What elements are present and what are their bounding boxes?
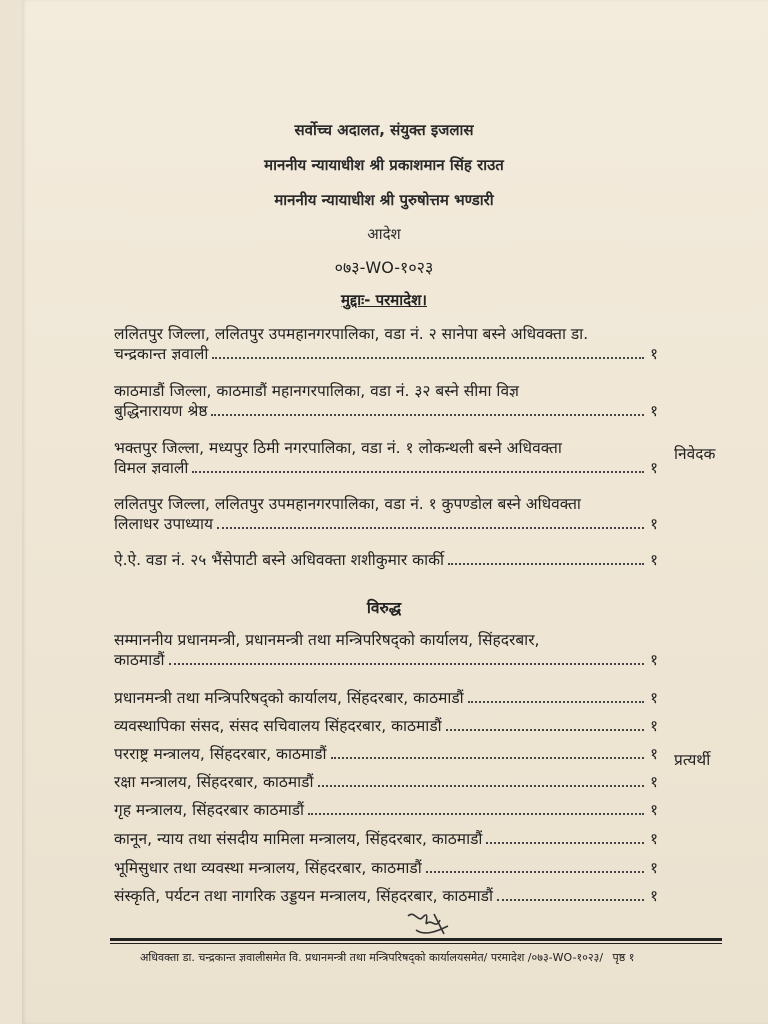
respondent-name: कानून, न्याय तथा संसदीय मामिला मन्त्रालय, सिंहदरबार, काठमाडौं xyxy=(114,830,483,848)
initials-signature xyxy=(404,908,452,938)
respondent-name: रक्षा मन्त्रालय, सिंहदरबार, काठमाडौं xyxy=(114,773,314,791)
respondent-count: १ xyxy=(649,745,658,763)
respondent-name: परराष्ट्र मन्त्रालय, सिंहदरबार, काठमाडौं xyxy=(114,745,327,763)
respondent-entry xyxy=(114,630,658,670)
court-name: सर्वोच्च अदालत, संयुक्त इजलास xyxy=(294,121,474,139)
petitioner-count: १ xyxy=(649,551,658,569)
respondent-count: १ xyxy=(649,773,658,791)
petitioner-name: बुद्धिनारायण श्रेष्ठ xyxy=(114,402,208,420)
issue-line xyxy=(0,290,768,310)
judge-2: माननीय न्यायाधीश श्री पुरुषोत्तम भण्डारी xyxy=(274,191,494,209)
respondent-count: १ xyxy=(649,801,658,819)
case-number: ०७३-WO-१०२३ xyxy=(334,258,434,277)
footer-rule-thick xyxy=(110,938,722,941)
respondent-count: १ xyxy=(649,830,658,848)
respondent-entry xyxy=(114,886,658,906)
respondent-name: भूमिसुधार तथा व्यवस्था मन्त्रालय, सिंहदरबार, काठमाडौं xyxy=(114,859,422,877)
petitioner-line1: ललितपुर जिल्ला, ललितपुर उपमहानगरपालिका, वडा नं. २ सानेपा बस्ने अधिवक्ता डा. xyxy=(114,325,589,343)
petitioner-name: विमल ज्ञवाली xyxy=(114,459,189,477)
petitioner-entry xyxy=(114,381,658,421)
petitioner-line1: भक्तपुर जिल्ला, मध्यपुर ठिमी नगरपालिका, वडा नं. १ लोकन्थली बस्ने अधिवक्ता xyxy=(114,439,562,457)
petitioner-count: १ xyxy=(649,515,658,533)
respondent-role: प्रत्यर्थी xyxy=(674,751,711,769)
judge-1: माननीय न्यायाधीश श्री प्रकाशमान सिंह राउत xyxy=(264,156,504,174)
footer-rule-thin xyxy=(110,943,722,944)
footer xyxy=(140,950,740,965)
respondent-entry xyxy=(114,829,658,849)
respondent-line1: सम्माननीय प्रधानमन्त्री, प्रधानमन्त्री तथा मन्त्रिपरिषद्को कार्यालय, सिंहदरबार, xyxy=(114,631,540,649)
respondent-name: प्रधानमन्त्री तथा मन्त्रिपरिषद्को कार्यालय, सिंहदरबार, काठमाडौं xyxy=(114,689,464,707)
order-title: आदेश xyxy=(367,225,401,243)
respondent-name: व्यवस्थापिका संसद, संसद सचिवालय सिंहदरबार, काठमाडौं xyxy=(114,717,442,735)
petitioner-count: १ xyxy=(649,459,658,477)
petitioner-role: निवेदक xyxy=(674,445,716,463)
respondent-count: १ xyxy=(649,689,658,707)
respondent-count: १ xyxy=(649,859,658,877)
respondent-name: संस्कृति, पर्यटन तथा नागरिक उड्डयन मन्त्रालय, सिंहदरबार, काठमाडौं xyxy=(114,887,493,905)
petitioner-count: १ xyxy=(649,345,658,363)
respondent-name: गृह मन्त्रालय, सिंहदरबार काठमाडौं xyxy=(114,801,305,819)
respondent-count: १ xyxy=(649,717,658,735)
petitioner-entry xyxy=(114,324,658,364)
respondent-entry xyxy=(114,858,658,878)
footer-text: अधिवक्ता डा. चन्द्रकान्त ज्ञवालीसमेत वि. प्रधानमन्त्री तथा मन्त्रिपरिषद्को कार्यालयसमेत/ परमादेश /०७३-WO-१०२३/ xyxy=(140,951,604,964)
respondent-name: काठमाडौं xyxy=(114,651,165,669)
petitioner-entry xyxy=(114,494,658,534)
respondent-entry xyxy=(114,744,658,764)
petitioner-name: ऐ.ऐ. वडा नं. २५ भैंसेपाटी बस्ने अधिवक्ता शशीकुमार कार्की xyxy=(114,551,445,569)
respondent-entry xyxy=(114,772,658,792)
petitioner-entry xyxy=(114,550,658,570)
respondent-entry xyxy=(114,688,658,708)
respondent-entry xyxy=(114,800,658,820)
petitioner-name: लिलाधर उपाध्याय xyxy=(114,515,213,533)
petitioner-entry xyxy=(114,438,658,478)
versus-heading: विरुद्ध xyxy=(366,599,402,617)
petitioner-line1: ललितपुर जिल्ला, ललितपुर उपमहानगरपालिका, वडा नं. १ कुपण्डोल बस्ने अधिवक्ता xyxy=(114,495,581,513)
petitioner-line1: काठमाडौं जिल्ला, काठमाडौं महानगरपालिका, वडा नं. ३२ बस्ने सीमा विज्ञ xyxy=(114,382,519,400)
petitioner-name: चन्द्रकान्त ज्ञवाली xyxy=(114,345,209,363)
petitioner-count: १ xyxy=(649,402,658,420)
respondent-count: १ xyxy=(649,651,658,669)
respondent-entry xyxy=(114,716,658,736)
footer-page: पृष्ठ १ xyxy=(612,951,635,964)
respondent-count: १ xyxy=(649,887,658,905)
issue-text: मुद्दाः- परमादेश। xyxy=(341,291,427,309)
